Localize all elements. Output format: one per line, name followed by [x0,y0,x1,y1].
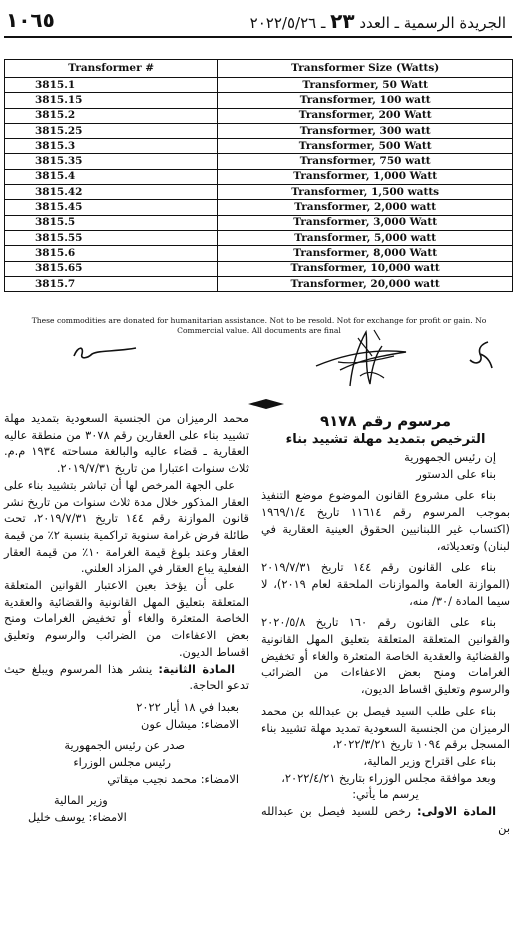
paragraph: يرسم ما يأتي: [352,787,419,802]
article-1 [261,803,510,836]
table-row [5,139,513,154]
transformer-number-cell: 3815.55 [5,230,218,245]
article-2-label: المادة الثانية: [158,661,235,676]
table-body [5,78,513,292]
transformer-number-cell: 3815.15 [5,93,218,108]
paragraph: على الجهة المرخص لها أن تباشر بتشييد بناء على العقار المذكور خلال مدة ثلاث سنوات من تاريخ نشر قانون الموازنة رقم ١٤٤ تاريخ ٢٠١٩/٧/٣١، تحت طائلة فرض غرامة سنوية تراكمية بنسبة ٢٪ من قيمة العقار وعند بلوغ قيمة الغرامة ١٠٪ من قيمة العقار الفعلية يباع العقار في المزاد العلني. [4,477,249,576]
paragraph: بناء على القانون رقم ١٦٠ تاريخ ٢٠٢٠/٥/٨ والقوانين المتعلقة المتعلقة بتعليق المهل القانونية والقضائية والعقدية الخاصة المتعثرة والغاء أو تخفيض الغرامات ومنح بعض الاعفاءات من الضرائب والرسوم وتعليق اقساط الديون، [261,615,510,697]
prime-minister-signature: الامضاء: محمد نجيب ميقاتي [107,771,239,786]
section-divider [248,399,284,409]
transformer-size-cell: Transformer, 2,000 watt [218,200,513,215]
table-row [5,169,513,184]
page-header [0,0,516,40]
paragraph: بناء على الدستور [416,466,496,481]
transformer-number-cell: 3815.25 [5,123,218,138]
transformer-number-cell: 3815.4 [5,169,218,184]
table-row [5,200,513,215]
transformer-size-cell: Transformer, 750 watt [218,154,513,169]
table-row [5,123,513,138]
paragraph: محمد الرميزان من الجنسية السعودية بتمديد مهلة تشييد بناء على العقارين رقم ٣٠٧٨ من منطقة عاليه العقارية ـ قضاء عاليه والبالغة مساحته ١٩٣٤ م.م. ثلاث سنوات اعتبارا من تاريخ ٢٠١٩/٧/٣١. [4,411,249,476]
table-row [5,261,513,276]
paragraph: على أن يؤخذ بعين الاعتبار القوانين المتعلقة المتعلقة بتعليق المهل القانونية والقضائية والعقدية الخاصة المتعثرة والغاء أو تخفيض الغرامات ومنح بعض الاعفاءات من الضرائب والرسوم وتعليق اقساط الديون. [4,578,249,659]
table-row [5,185,513,200]
page-number: ١٠٦٥ [6,8,55,32]
table-header-row [5,60,513,78]
paragraph: بناء على مشروع القانون الموضوع موضع التنفيذ بموجب المرسوم رقم ١١٦١٤ تاريخ ١٩٦٩/١/٤ (اكتساب غير اللبنانيين الحقوق العينية العقارية في لبنان) وتعديلاته، [261,488,510,553]
column-header-number: Transformer # [5,60,218,78]
transformer-number-cell: 3815.2 [5,108,218,123]
issue-date: ـ ٢٠٢٢/٥/٢٦ [249,14,326,32]
transformer-number-cell: 3815.7 [5,276,218,291]
transformer-number-cell: 3815.1 [5,78,218,93]
finance-minister-signature: الامضاء: يوسف خليل [28,810,127,825]
prime-minister-title: رئيس مجلس الوزراء [73,755,171,770]
article-1-label: المادة الاولى: [417,804,497,819]
paragraph: إن رئيس الجمهورية [404,450,496,464]
transformer-table [4,59,513,292]
transformer-size-cell: Transformer, 100 watt [218,93,513,108]
signature-mark-right [466,340,496,370]
transformer-size-cell: Transformer, 1,500 watts [218,185,513,200]
decree-right-column [261,412,510,836]
transformer-size-cell: Transformer, 10,000 watt [218,261,513,276]
transformer-number-cell: 3815.65 [5,261,218,276]
transformer-size-cell: Transformer, 8,000 Watt [218,246,513,261]
transformer-size-cell: Transformer, 20,000 watt [218,276,513,291]
transformer-number-cell: 3815.6 [5,246,218,261]
article-2-text: ينشر هذا المرسوم ويبلغ حيث تدعو الحاجة. [4,661,249,693]
transformer-size-cell: Transformer, 300 watt [218,123,513,138]
transformer-number-cell: 3815.45 [5,200,218,215]
table-row [5,78,513,93]
table-row [5,215,513,230]
paragraph: بناء على طلب السيد فيصل بن عبدالله بن محمد الرميزان من الجنسية السعودية تمديد مهلة تشييد بناء المسجل برقم ١٠٩٤ تاريخ ٢٠٢٢/٣/٢١، [261,703,510,752]
handwritten-signature [310,326,420,388]
transformer-size-cell: Transformer, 1,000 Watt [218,169,513,184]
transformer-size-cell: Transformer, 50 Watt [218,78,513,93]
table-row [5,276,513,291]
transformer-number-cell: 3815.42 [5,185,218,200]
decree-left-column [4,410,249,826]
header-rule [4,36,512,38]
table-row [5,93,513,108]
table-row [5,230,513,245]
table-row [5,154,513,169]
signature-mark-left [70,338,140,366]
article-2 [4,661,249,694]
decree-title: مرسوم رقم ٩١٧٨ [319,412,452,430]
gazette-name: الجريدة الرسمية ـ العدد [359,14,506,32]
column-header-size: Transformer Size (Watts) [218,60,513,78]
transformer-number-cell: 3815.5 [5,215,218,230]
issued-by: صدر عن رئيس الجمهورية [64,738,185,753]
donation-note: These commodities are donated for humanitarian assistance. Not to be resold. Not for exchange for profit or gain. No Commercial value. All documents are final [31,316,487,335]
transformer-size-cell: Transformer, 200 Watt [218,108,513,123]
table-row [5,108,513,123]
transformer-number-cell: 3815.3 [5,139,218,154]
signing-place-date: بعبدا في ١٨ أيار ٢٠٢٢ [136,699,239,714]
president-signature: الامضاء: ميشال عون [140,716,239,731]
article-1-text: رخص للسيد فيصل بن عبدالله بن [261,804,510,835]
table-row [5,246,513,261]
transformer-size-cell: Transformer, 500 Watt [218,139,513,154]
transformer-size-cell: Transformer, 5,000 watt [218,230,513,245]
transformer-size-cell: Transformer, 3,000 Watt [218,215,513,230]
decree-subtitle: الترخيص بتمديد مهلة تشييد بناء [285,432,486,447]
paragraph: بناء على اقتراح وزير المالية، [363,753,496,768]
issue-number: ٢٣ [330,9,355,33]
finance-minister-title: وزير المالية [54,793,108,808]
transformer-number-cell: 3815.35 [5,154,218,169]
gazette-title [250,9,506,33]
paragraph: وبعد موافقة مجلس الوزراء بتاريخ ٢٠٢٢/٤/٢١، [281,770,496,785]
paragraph: بناء على القانون رقم ١٤٤ تاريخ ٢٠١٩/٧/٣١ (الموازنة العامة والموازنات الملحقة لعام ٢٠١٩)، لا سيما المادة /٣٠/ منه، [261,560,510,608]
